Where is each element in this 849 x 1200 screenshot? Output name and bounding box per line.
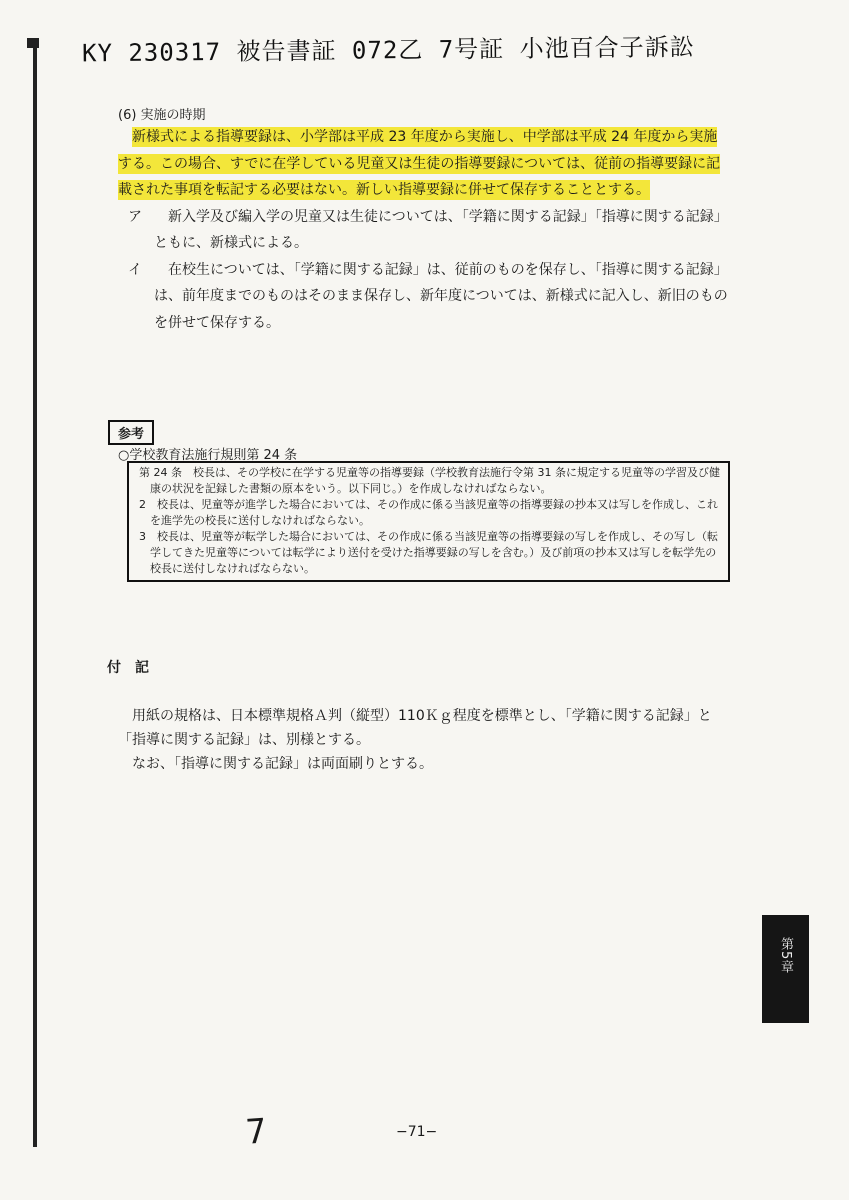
section-heading: (6) 実施の時期 — [118, 108, 206, 123]
section-body — [118, 124, 730, 336]
handwritten-mark: 7 — [244, 1111, 268, 1153]
regulation-paragraph: 第 24 条 校長は、その学校に在学する児童等の指導要録（学校教育法施行令第 31 条に規定する児童等の学習及び健康の状況を記録した書類の原本をいう。以下同じ。）を作成しなければならない。 — [139, 466, 720, 495]
regulation-paragraph: 3 校長は、児童等が転学した場合においては、その作成に係る当該児童等の指導要録の写しを作成し、その写し（転学してきた児童等については転学により送付を受けた指導要録の写しを含む。）及び前項の抄本又は写しを転学先の校長に送付しなければならない。 — [139, 530, 718, 575]
handwritten-header: KY 230317 被告書証 072乙 7号証 小池百合子訴訟 — [81, 32, 695, 68]
highlighted-paragraph — [118, 124, 730, 204]
item-text: 在校生については、「学籍に関する記録」は、従前のものを保存し、「指導に関する記録」は、前年度までのものはそのまま保存し、新年度については、新様式に記入し、新旧のものを併せて保存する。 — [154, 261, 728, 331]
page-number: −71− — [396, 1124, 438, 1140]
reference-label: 参考 — [108, 420, 154, 445]
chapter-tab-label: 第5章 — [778, 937, 793, 975]
appendix-body — [118, 704, 734, 776]
highlight-text: 新様式による指導要録は、小学部は平成 23 年度から実施し、中学部は平成 24 年度から実施する。この場合、すでに在学している児童又は生徒の指導要録については、従前の指導要録に記載された事項を転記する必要はない。新しい指導要録に併せて保存することとする。 — [118, 129, 721, 198]
list-item — [118, 204, 730, 257]
appendix-paragraph: なお、「指導に関する記録」は両面刷りとする。 — [132, 756, 433, 772]
item-text: 新入学及び編入学の児童又は生徒については、「学籍に関する記録」「指導に関する記録」ともに、新様式による。 — [154, 208, 728, 251]
item-mark: ア — [128, 208, 142, 225]
regulation-title: ○学校教育法施行規則第 24 条 — [118, 448, 298, 463]
list-item — [118, 257, 730, 337]
regulation-paragraph: 2 校長は、児童等が進学した場合においては、その作成に係る当該児童等の指導要録の抄本又は写しを作成し、これを進学先の校長に送付しなければならない。 — [139, 498, 718, 527]
binder-line — [33, 42, 37, 1147]
item-mark: イ — [128, 261, 142, 278]
appendix-heading: 付記 — [107, 660, 163, 676]
chapter-tab — [762, 915, 809, 1023]
regulation-box — [127, 461, 730, 582]
appendix-paragraph: 用紙の規格は、日本標準規格Ａ判（縦型）110Ｋｇ程度を標準とし、「学籍に関する記録」と「指導に関する記録」は、別様とする。 — [118, 708, 712, 748]
